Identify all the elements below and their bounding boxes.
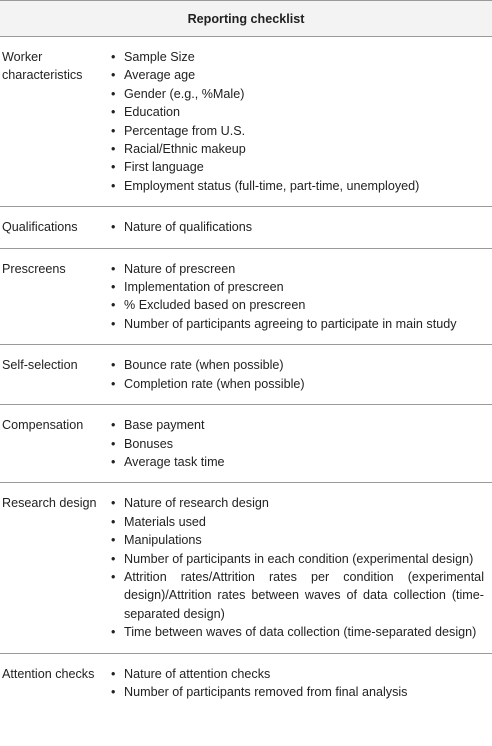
list-item: • Nature of qualifications bbox=[111, 218, 484, 236]
list-item: • Attrition rates/Attrition rates per condition (experimental design)/Attrition rates between waves of data collection (time-separated design) bbox=[111, 568, 484, 623]
list-item: • Manipulations bbox=[111, 531, 484, 549]
section-label: Self-selection bbox=[2, 358, 78, 373]
list-item: • Racial/Ethnic makeup bbox=[111, 140, 484, 158]
section-research-design bbox=[0, 483, 492, 653]
list-item: • Completion rate (when possible) bbox=[111, 375, 484, 393]
list-item: • Nature of attention checks bbox=[111, 665, 484, 683]
list-item: • Average age bbox=[111, 66, 484, 84]
section-self-selection bbox=[0, 345, 492, 405]
list-item: • Materials used bbox=[111, 513, 484, 531]
list-item: • Nature of prescreen bbox=[111, 260, 484, 278]
checklist-items bbox=[111, 494, 492, 641]
section-compensation bbox=[0, 405, 492, 483]
list-item: • Percentage from U.S. bbox=[111, 122, 484, 140]
checklist-items bbox=[111, 48, 492, 195]
section-label: Research design bbox=[2, 496, 97, 511]
list-item: • Bounce rate (when possible) bbox=[111, 356, 484, 374]
checklist-items bbox=[111, 356, 492, 393]
section-prescreens bbox=[0, 249, 492, 346]
list-item: • Number of participants removed from final analysis bbox=[111, 683, 484, 701]
list-item: • Time between waves of data collection (time-separated design) bbox=[111, 623, 484, 641]
section-worker-characteristics bbox=[0, 37, 492, 207]
list-item: • Implementation of prescreen bbox=[111, 278, 484, 296]
section-label: Qualifications bbox=[2, 220, 78, 235]
section-qualifications bbox=[0, 207, 492, 248]
section-label: Prescreens bbox=[2, 261, 66, 276]
list-item: • Sample Size bbox=[111, 48, 484, 66]
list-item: • Average task time bbox=[111, 453, 484, 471]
list-item: • Nature of research design bbox=[111, 494, 484, 512]
list-item: • Base payment bbox=[111, 416, 484, 434]
checklist-items bbox=[111, 218, 492, 236]
table-title: Reporting checklist bbox=[0, 0, 492, 37]
checklist-items bbox=[111, 416, 492, 471]
section-label: Worker characteristics bbox=[2, 50, 83, 83]
checklist-items bbox=[111, 260, 492, 334]
section-attention-checks bbox=[0, 654, 492, 713]
list-item: • % Excluded based on prescreen bbox=[111, 296, 484, 314]
list-item: • Bonuses bbox=[111, 435, 484, 453]
list-item: • First language bbox=[111, 158, 484, 176]
list-item: • Gender (e.g., %Male) bbox=[111, 85, 484, 103]
section-label: Compensation bbox=[2, 418, 84, 433]
section-label: Attention checks bbox=[2, 666, 95, 681]
list-item: • Number of participants agreeing to participate in main study bbox=[111, 315, 484, 333]
list-item: • Employment status (full-time, part-time, unemployed) bbox=[111, 177, 484, 195]
list-item: • Education bbox=[111, 103, 484, 121]
list-item: • Number of participants in each condition (experimental design) bbox=[111, 550, 484, 568]
checklist-items bbox=[111, 665, 492, 702]
